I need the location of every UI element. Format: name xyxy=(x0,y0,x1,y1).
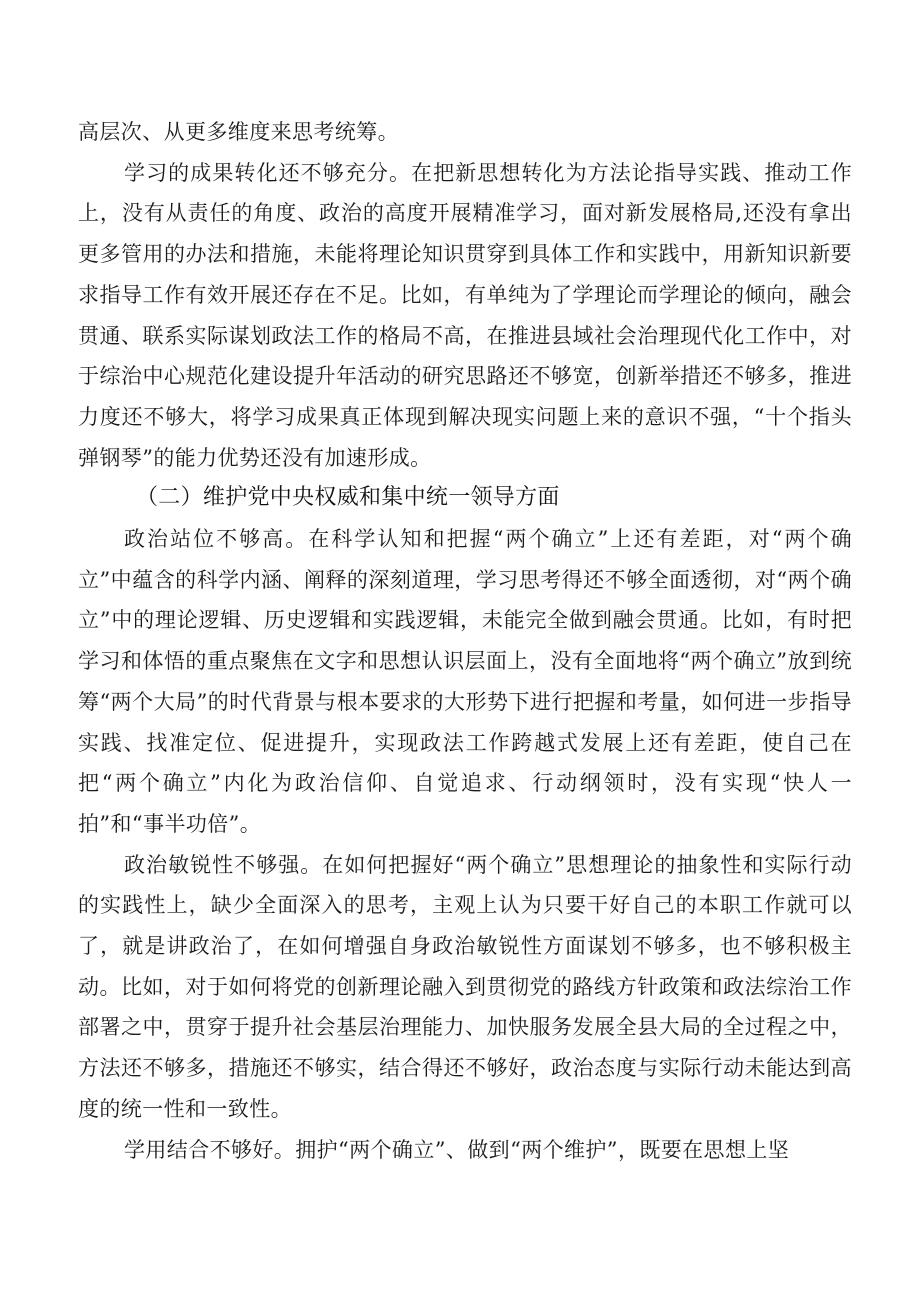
document-body xyxy=(78,112,852,1170)
section-heading: （二）维护党中央权威和集中统一领导方面 xyxy=(136,485,560,511)
paragraph-political-sensitivity: 政治敏锐性不够强。在如何把握好“两个确立”思想理论的抽象性和实际行动的实践性上，缺少全面深入的思考，主观上认为只要干好自己的本职工作就可以了，就是讲政治了，在如何增强自身政治敏锐性方面谋划不够多，也不够积极主动。比如，对于如何将党的创新理论融入到贯彻党的路线方针政策和政法综治工作部署之中，贯穿于提升社会基层治理能力、加快服务发展全县大局的全过程之中，方法还不够多，措施还不够实，结合得还不够好，政治态度与实际行动未能达到高度的统一性和一致性。 xyxy=(78,852,852,1121)
paragraph-continuation: 高层次、从更多维度来思考统筹。 xyxy=(78,120,399,144)
paragraph-political-stance: 政治站位不够高。在科学认知和把握“两个确立”上还有差距，对“两个确立”中蕴含的科学内涵、阐释的深刻道理，学习思考得还不够全面透彻，对“两个确立”中的理论逻辑、历史逻辑和实践逻辑，未能完全做到融会贯通。比如，有时把学习和体悟的重点聚焦在文字和思想认识层面上，没有全面地将“两个确立”放到统筹“两个大局”的时代背景与根本要求的大形势下进行把握和考量，如何进一步指导实践、找准定位、促进提升，实现政法工作跨越式发展上还有差距，使自己在把“两个确立”内化为政治信仰、自觉追求、行动纲领时，没有实现“快人一拍”和“事半功倍”。 xyxy=(78,527,852,836)
paragraph-study-results: 学习的成果转化还不够充分。在把新思想转化为方法论指导实践、推动工作上，没有从责任的角度、政治的高度开展精准学习，面对新发展格局,还没有拿出更多管用的办法和措施，未能将理论知识贯穿到具体工作和实践中，用新知识新要求指导工作有效开展还存在不足。比如，有单纯为了学理论而学理论的倾向，融会贯通、联系实际谋划政法工作的格局不高，在推进县域社会治理现代化工作中，对于综治中心规范化建设提升年活动的研究思路还不够宽，创新举措还不够多，推进力度还不够大，将学习成果真正体现到解决现实问题上来的意识不强，“十个指头弹钢琴”的能力优势还没有加速形成。 xyxy=(78,160,852,470)
paragraph-study-application: 学用结合不够好。拥护“两个确立”、做到“两个维护”，既要在思想上坚 xyxy=(124,1137,790,1162)
